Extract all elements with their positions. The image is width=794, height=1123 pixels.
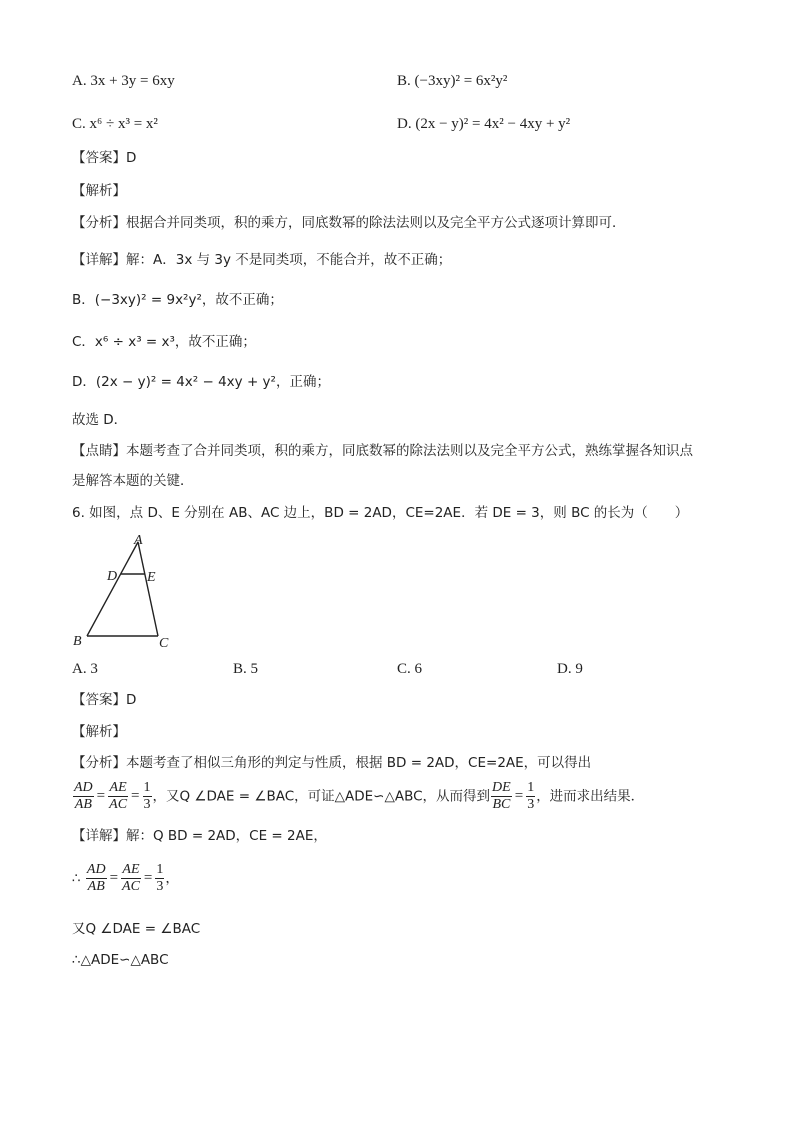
q6-fenxi: 【分析】本题考查了相似三角形的判定与性质，根据 BD = 2AD，CE=2AE，可以得出 [72,755,592,771]
q6-line2-end: ，进而求出结果． [536,788,645,805]
q5-option-c: C. x⁶ ÷ x³ = x² [72,116,158,132]
frac-one-third-2: $\frac{1}{3}$ [527,780,535,812]
q6-therefore-fraction: ∴ $\frac{AD}{AB}$ = $\frac{AE}{AC}$ = $\frac{1}{3}$ ， [72,862,179,894]
frac-ad-ab: $\frac{AD}{AB}$ [74,780,93,812]
q5-option-b: B. (−3xy)² = 6x²y² [397,73,508,89]
q6-option-c: C. 6 [397,661,423,677]
side-ab [87,542,138,636]
q6-line2-mid: ，又Q ∠DAE = ∠BAC，可证△ADE∽△ABC，从而得到 [152,788,491,805]
frac-ad-ab-2: $\frac{AD}{AB}$ [86,862,106,894]
frac-one-third-3: $\frac{1}{3}$ [156,862,164,894]
q5-analysis-heading: 【解析】 [72,183,126,199]
q6-option-b: B. 5 [233,661,259,677]
q5-dianjing-line1: 【点睛】本题考查了合并同类项，积的乘方，同底数幂的除法法则以及完全平方公式，熟练掌握各知识点 [72,443,693,459]
label-a: A [134,533,143,548]
q5-option-a: A. 3x + 3y = 6xy [72,73,175,89]
q5-choose: 故选 D． [72,412,128,428]
label-b: B [73,634,82,649]
q6-also: 又Q ∠DAE = ∠BAC [72,921,201,937]
label-c: C [159,636,169,651]
q6-answer: 【答案】D [72,692,137,708]
q5-dianjing-line2: 是解答本题的关键． [72,473,194,489]
triangle-figure [70,530,190,652]
q5-fenxi: 【分析】根据合并同类项，积的乘方，同底数幂的除法法则以及完全平方公式逐项计算即可． [72,215,626,231]
frac-de-bc: $\frac{DE}{BC}$ [492,780,511,812]
label-e: E [147,570,156,585]
q6-detail: 【详解】解：Q BD = 2AD，CE = 2AE， [72,828,327,844]
side-ac [138,542,158,636]
q6-option-a: A. 3 [72,661,98,677]
q6-similar: ∴△ADE∽△ABC [72,952,169,968]
label-d: D [107,569,118,584]
frac-ae-ac: $\frac{AE}{AC}$ [109,780,128,812]
q5-option-c-explanation: C．x⁶ ÷ x³ = x³，故不正确； [72,334,256,350]
q5-option-b-explanation: B．(−3xy)² = 9x²y²，故不正确； [72,292,283,308]
q6-option-d: D. 9 [557,661,583,677]
q5-answer: 【答案】D [72,150,137,166]
q6-fraction-line: $\frac{AD}{AB}$ = $\frac{AE}{AC}$ = $\frac{1}{3}$ ，又Q ∠DAE = ∠BAC，可证△ADE∽△ABC，从而得到 $\frac{DE}{BC}$ = $\frac{1}{3}$ ，进而求出结果． [74,780,645,812]
frac-ae-ac-2: $\frac{AE}{AC}$ [122,862,140,894]
q6-analysis-heading: 【解析】 [72,724,126,740]
q5-option-d: D. (2x − y)² = 4x² − 4xy + y² [397,116,571,132]
q5-detail: 【详解】解：A．3x 与 3y 不是同类项，不能合并，故不正确； [72,252,452,268]
frac-one-third: $\frac{1}{3}$ [143,780,151,812]
q6-stem: 6. 如图，点 D、E 分别在 AB、AC 边上，BD = 2AD，CE=2AE．若 DE = 3，则 BC 的长为（ ） [72,505,689,521]
q5-option-d-explanation: D．(2x − y)² = 4x² − 4xy + y²，正确； [72,374,330,390]
